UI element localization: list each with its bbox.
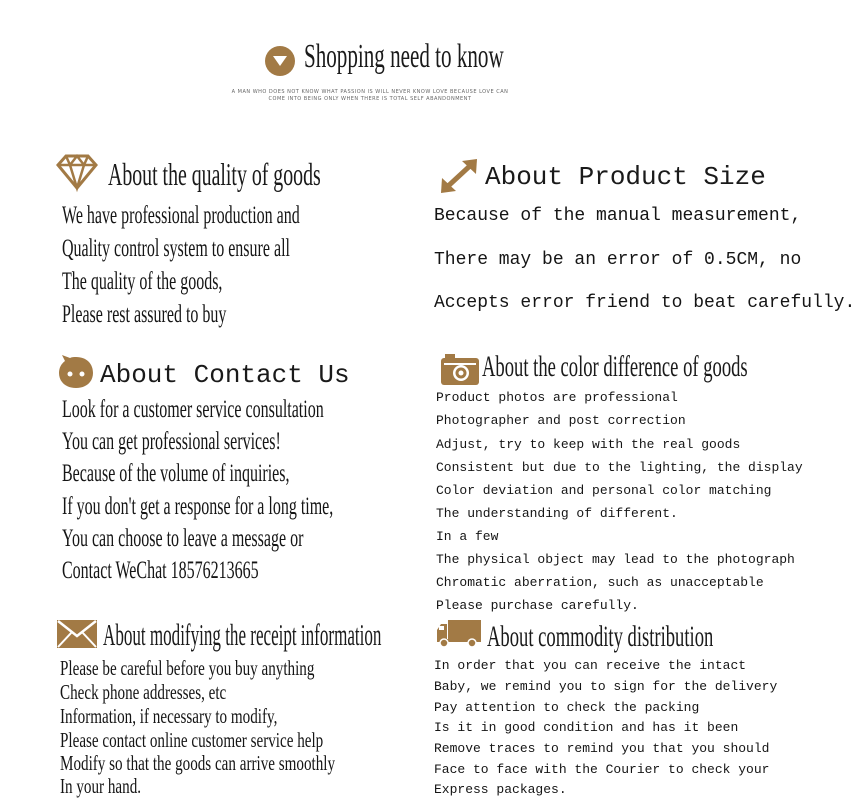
section-title: About commodity distribution	[487, 620, 714, 653]
body-line: You can get professional services!	[62, 428, 281, 455]
body-line: Remove traces to remind you that you should	[434, 741, 770, 756]
body-line: Is it in good condition and has it been	[434, 720, 739, 735]
truck-icon	[436, 618, 482, 648]
resize-arrow-icon	[440, 158, 478, 194]
page-subtitle: A MAN WHO DOES NOT KNOW WHAT PASSION IS WILL NEVER KNOW LOVE BECAUSE LOVE CAN COME INTO BEING ONLY WHEN THERE IS TOTAL SELF ABANDONMENT	[231, 89, 509, 102]
section-title: About modifying the receipt information	[103, 617, 382, 652]
body-line: Consistent but due to the lighting, the display	[436, 460, 803, 475]
chat-bubble-icon	[57, 354, 95, 390]
body-line: Check phone addresses, etc	[60, 680, 227, 704]
body-line: Please purchase carefully.	[436, 598, 639, 613]
body-line: Adjust, try to keep with the real goods	[436, 437, 741, 452]
body-line: Pay attention to check the packing	[434, 700, 700, 715]
section-title: About the quality of goods	[108, 156, 321, 192]
section-title: About Product Size	[485, 162, 766, 192]
body-line: Color deviation and personal color matching	[436, 483, 772, 498]
body-line: The understanding of different.	[436, 506, 678, 521]
body-line: Baby, we remind you to sign for the delivery	[434, 679, 778, 694]
diamond-icon	[56, 154, 98, 190]
body-line: Because of the volume of inquiries,	[62, 460, 290, 487]
section-title: About Contact Us	[100, 360, 350, 390]
body-line: In a few	[436, 529, 499, 544]
section-title: About the color difference of goods	[482, 350, 748, 383]
body-line: Quality control system to ensure all	[62, 235, 290, 262]
body-line: Photographer and post correction	[436, 413, 686, 428]
body-line: Please contact online customer service help	[60, 728, 324, 752]
body-line: Product photos are professional	[436, 390, 678, 405]
body-line: We have professional production and	[62, 202, 300, 229]
envelope-icon	[57, 620, 97, 648]
body-line: In order that you can receive the intact	[434, 658, 747, 673]
body-line: Information, if necessary to modify,	[60, 704, 278, 728]
camera-icon	[440, 352, 480, 386]
body-line: Contact WeChat 18576213665	[62, 557, 259, 584]
body-line: In your hand.	[60, 774, 142, 798]
body-line: Accepts error friend to beat carefully.	[434, 293, 855, 313]
body-line: Express packages.	[434, 782, 567, 797]
body-line: Face to face with the Courier to check your	[434, 762, 770, 777]
body-line: The quality of the goods,	[62, 268, 223, 295]
body-line: Please rest assured to buy	[62, 301, 227, 328]
page-title: Shopping need to know	[304, 38, 504, 75]
body-line: If you don't get a response for a long time,	[62, 493, 334, 520]
body-line: The physical object may lead to the photograph	[436, 552, 795, 567]
body-line: There may be an error of 0.5CM, no	[434, 250, 802, 270]
body-line: Because of the manual measurement,	[434, 206, 802, 226]
page-header	[0, 0, 790, 110]
body-line: You can choose to leave a message or	[62, 525, 304, 552]
body-line: Chromatic aberration, such as unacceptable	[436, 575, 764, 590]
chevron-down-icon	[265, 46, 295, 76]
body-line: Please be careful before you buy anything	[60, 656, 315, 680]
body-line: Look for a customer service consultation	[62, 396, 324, 423]
body-line: Modify so that the goods can arrive smoothly	[60, 751, 336, 775]
